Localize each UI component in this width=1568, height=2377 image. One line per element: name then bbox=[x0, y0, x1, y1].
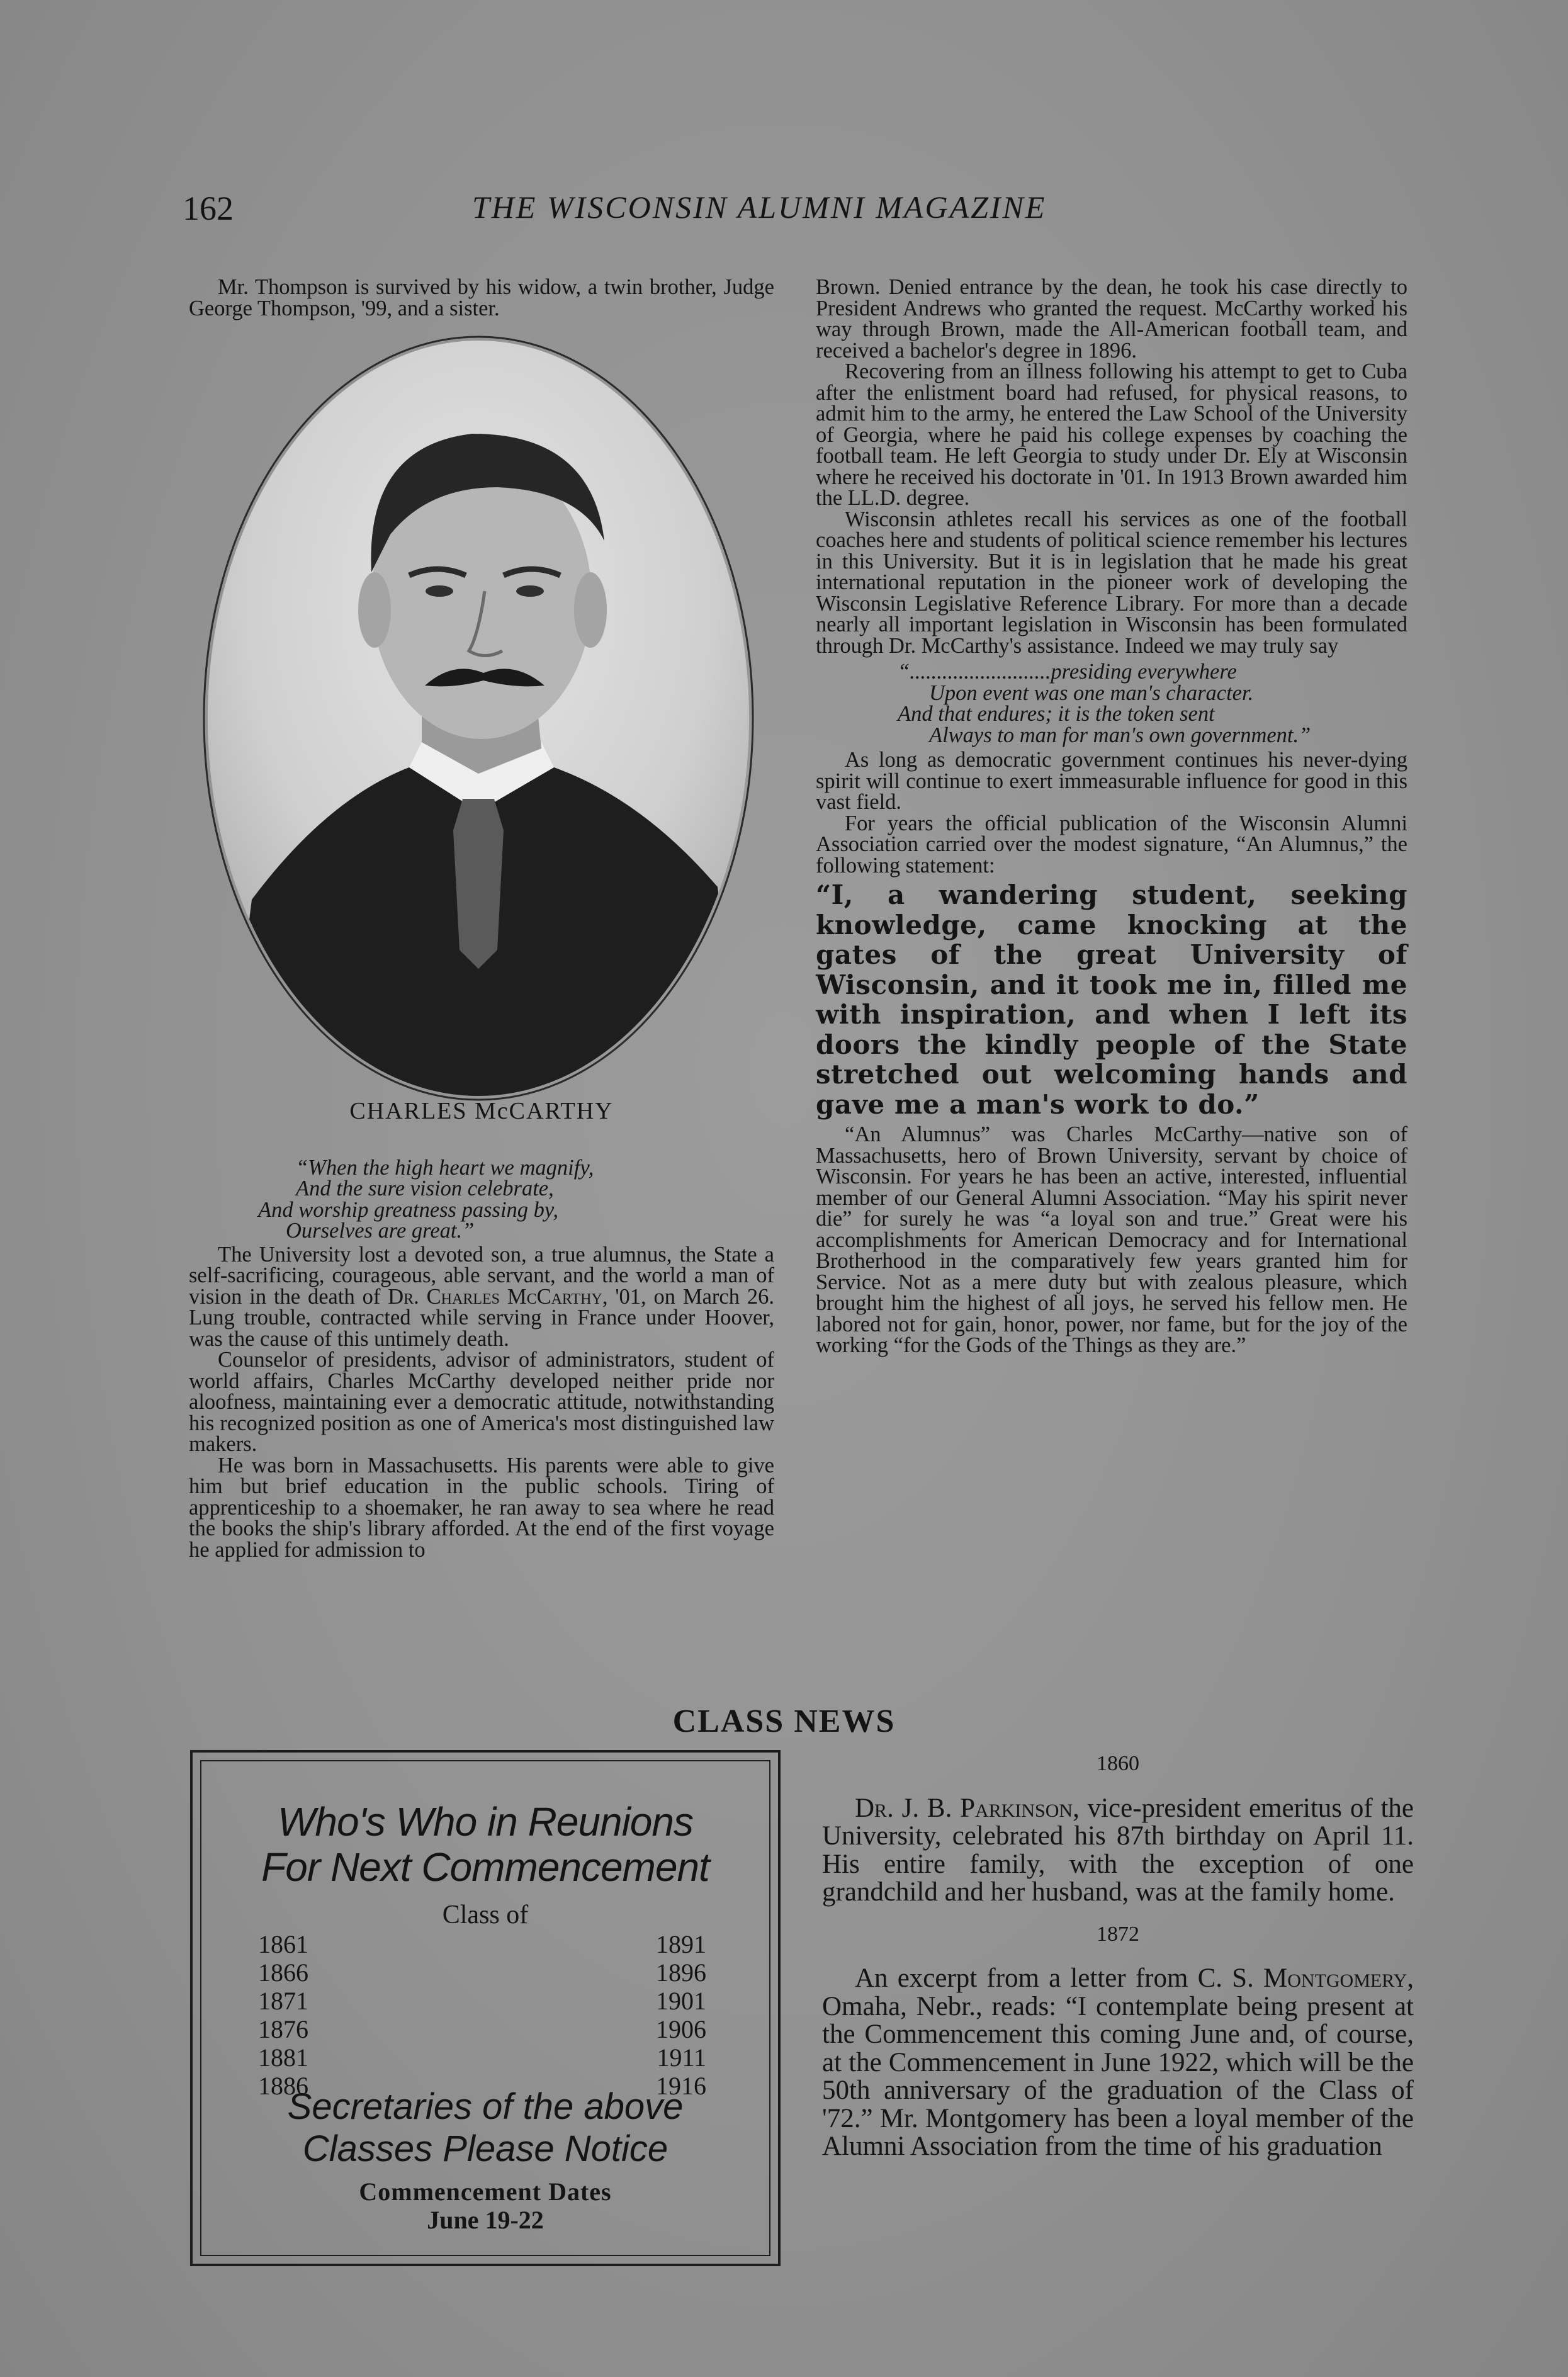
reunion-year: 1906 bbox=[656, 2015, 706, 2043]
verse-quote bbox=[816, 662, 1407, 746]
reunion-year: 1881 bbox=[258, 2043, 308, 2072]
portrait-image bbox=[201, 333, 755, 1101]
notice-line: Classes Please Notice bbox=[302, 2128, 668, 2169]
reunions-title bbox=[201, 1799, 769, 1890]
poem-line: Ourselves are great.” bbox=[286, 1219, 475, 1243]
notice-line: Secretaries of the above bbox=[287, 2086, 684, 2127]
reunion-year: 1916 bbox=[656, 2072, 706, 2100]
page-header bbox=[183, 189, 1416, 246]
entry-text: , Omaha, Nebr., reads: “I contemplate being present at the Commencement this coming June and, of course, at the Commencement in June 1922, which will be the 50th anniversary of the graduation of the Class of '72.” Mr. Montgomery has been a loyal member of the Alumni Association from the time of his graduation bbox=[822, 1963, 1414, 2161]
class-of-label: Class of bbox=[442, 1900, 529, 1929]
verse-line: And that endures; it is the token sent bbox=[898, 702, 1215, 726]
person-name: Montgomery bbox=[1263, 1963, 1407, 1993]
reunions-box bbox=[190, 1750, 781, 2266]
commencement-dates-label: Commencement Dates bbox=[359, 2177, 612, 2206]
obituary-paragraph: Recovering from an illness following his attempt to get to Cuba after the enlistment board had refused, for physical reasons, to admit him to the army, he entered the Law School of the University of Georgia, where he paid his college expenses by coaching the football team. He left Georgia to study under Dr. Ely at Wisconsin where he received his doctorate in '01. In 1913 Brown awarded him the LL.D. degree. bbox=[816, 359, 1407, 510]
class-news-heading: CLASS NEWS bbox=[672, 1703, 896, 1739]
obituary-paragraph: Brown. Denied entrance by the dean, he took his case directly to President Andrews who granted the request. McCarthy worked his way through Brown, made the All-American football team, and received a bachelor's degree in 1896. bbox=[816, 275, 1407, 363]
class-news-entry bbox=[822, 1965, 1414, 2161]
reunion-year: 1911 bbox=[657, 2043, 706, 2072]
reunion-years-right bbox=[656, 1930, 706, 2100]
obituary-paragraph: “An Alumnus” was Charles McCarthy—native son of Massachusetts, hero of Brown University, servant by choice of Wisconsin. For years he has been an active, interested, influential member of our General Alumni Association. “May his spirit never die” for surely he was “a loyal son and true.” Great were his accomplishments for American Democracy and for International Brotherhood in the comparatively few years granted him for Service. Not as a mere duty but with zealous pleasure, which brought him the highest of all joys, he served his fellow men. He labored not for gain, honor, power, nor fame, but for the joy of the working “for the Gods of the Things as they are.” bbox=[816, 1122, 1407, 1357]
class-news-entry bbox=[822, 1795, 1414, 1907]
reunions-box-inner bbox=[200, 1760, 770, 2256]
alumnus-statement: “I, a wandering student, seeking knowledge, came knocking at the gates of the great University of Wisconsin, and it took me in, filled me with inspiration, and when I left its doors the kindly people of the State stretched out welcoming hands and gave me a man's work to do.” bbox=[816, 879, 1407, 1120]
reunion-year: 1871 bbox=[258, 1987, 308, 2015]
secretaries-notice bbox=[201, 2086, 769, 2170]
poem-line: And the sure vision celebrate, bbox=[296, 1177, 554, 1200]
page-number: 162 bbox=[183, 189, 234, 227]
reunion-year: 1866 bbox=[258, 1958, 308, 1987]
reunion-year: 1886 bbox=[258, 2072, 308, 2100]
entry-text: An excerpt from a letter from C. S. bbox=[855, 1963, 1254, 1993]
commencement-dates: June 19-22 bbox=[427, 2206, 544, 2234]
obituary-paragraph: Wisconsin athletes recall his services as one of the football coaches here and students of political science remember his lectures in this University. But it is in legislation that he made his great international reputation in the pioneer work of developing the Wisconsin Legislative Reference Library. For more than a decade nearly all important legislation in Wisconsin has been formulated through Dr. McCarthy's assistance. Indeed we may truly say bbox=[816, 507, 1407, 658]
class-year: 1872 bbox=[1097, 1922, 1139, 1946]
reunions-title-line: Who's Who in Reunions bbox=[278, 1799, 693, 1844]
obituary-paragraph: He was born in Massachusetts. His parents were able to give him but brief education in the public schools. Tiring of apprenticeship to a shoemaker, he ran away to sea where he read the books the ship's library afforded. At the end of the first voyage he applied for admission to bbox=[189, 1453, 774, 1562]
left-column bbox=[189, 277, 774, 1561]
poem-line: “When the high heart we magnify, bbox=[296, 1155, 594, 1180]
paragraph-text: The University lost a devoted son, a true alumnus, the State a self-sacrificing, courageous, able servant, and the world a man of vision in the death of bbox=[189, 1242, 774, 1309]
obituary-paragraph: Counselor of presidents, advisor of administrators, student of world affairs, Charles McCarthy developed neither pride nor aloofness, maintaining ever a democratic attitude, notwithstanding his recognized position as one of America's most distinguished law makers. bbox=[189, 1348, 774, 1456]
portrait-caption: CHARLES McCARTHY bbox=[349, 1098, 614, 1124]
person-name: Dr. J. B. Parkinson bbox=[855, 1793, 1073, 1823]
obituary-paragraph bbox=[189, 1242, 774, 1351]
reunion-year: 1891 bbox=[656, 1930, 706, 1958]
entry-text: , vice-president emeritus of the University, celebrated his 87th birthday on April 11. His entire family, with the exception of one grandchild and her husband, was at the family home. bbox=[822, 1793, 1414, 1907]
obituary-paragraph: For years the official publication of the Wisconsin Alumni Association carried over the modest signature, “An Alumnus,” the following statement: bbox=[816, 811, 1407, 878]
reunion-years-left bbox=[258, 1930, 308, 2100]
magazine-title: THE WISCONSIN ALUMNI MAGAZINE bbox=[472, 189, 1047, 225]
paragraph-text: , '01, on March 26. Lung trouble, contracted while serving in France under Hoover, was the cause of this untimely death. bbox=[189, 1284, 774, 1351]
class-year: 1860 bbox=[1097, 1752, 1139, 1775]
poem bbox=[258, 1155, 774, 1243]
verse-line: “..........................presiding everywhere bbox=[898, 660, 1237, 684]
portrait-photo bbox=[201, 333, 755, 1101]
intro-paragraph: Mr. Thompson is survived by his widow, a twin brother, Judge George Thompson, '99, and a sister. bbox=[189, 275, 774, 320]
verse-line: Upon event was one man's character. bbox=[929, 680, 1254, 705]
reunions-title-line: For Next Commencement bbox=[261, 1844, 709, 1890]
class-news-entries bbox=[822, 1750, 1414, 2175]
reunion-year: 1861 bbox=[258, 1930, 308, 1958]
right-column bbox=[816, 277, 1407, 1357]
reunion-year: 1896 bbox=[656, 1958, 706, 1987]
poem-line: And worship greatness passing by, bbox=[258, 1197, 558, 1222]
reunion-year: 1901 bbox=[656, 1987, 706, 2015]
reunion-year: 1876 bbox=[258, 2015, 308, 2043]
person-name: Dr. Charles McCarthy bbox=[388, 1284, 602, 1309]
obituary-paragraph: As long as democratic government continues his never-dying spirit will continue to exert immeasurable influence for good in this vast field. bbox=[816, 748, 1407, 814]
verse-line: Always to man for man's own government.” bbox=[929, 723, 1311, 747]
